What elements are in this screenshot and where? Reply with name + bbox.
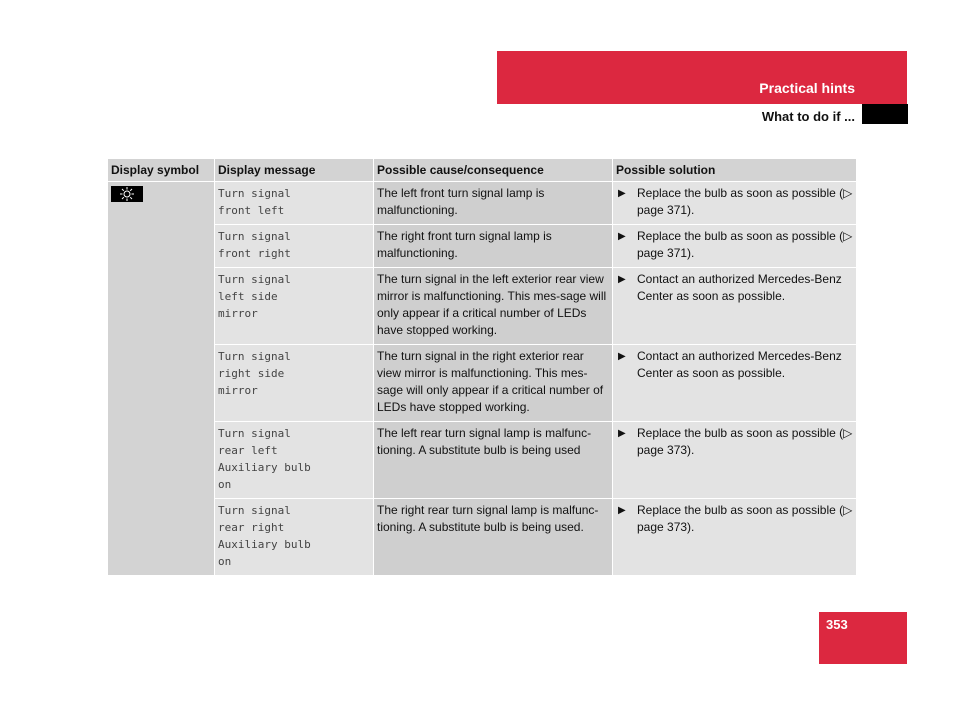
solution-text: Replace the bulb as soon as possible (▷ page 371). xyxy=(637,186,853,217)
possible-solution xyxy=(613,225,857,268)
possible-cause: The left rear turn signal lamp is malfunc-tioning. A substitute bulb is being used xyxy=(374,422,613,499)
thumb-tab xyxy=(862,104,908,124)
bullet-arrow-icon: ▶ xyxy=(618,188,626,199)
bullet-arrow-icon: ▶ xyxy=(618,274,626,285)
display-message: Turn signal front left xyxy=(215,182,374,225)
section-title: Practical hints xyxy=(759,80,855,96)
solution-text: Replace the bulb as soon as possible (▷ page 373). xyxy=(637,503,853,534)
possible-cause: The left front turn signal lamp is malfunctioning. xyxy=(374,182,613,225)
table-row xyxy=(108,268,857,345)
possible-solution xyxy=(613,345,857,422)
possible-cause: The turn signal in the left exterior rear view mirror is malfunctioning. This mes-sage will only appear if a critical number of LEDs have stopped working. xyxy=(374,268,613,345)
display-message: Turn signal left side mirror xyxy=(215,268,374,345)
solution-text: Replace the bulb as soon as possible (▷ page 371). xyxy=(637,229,853,260)
table-row xyxy=(108,182,857,225)
display-message: Turn signal front right xyxy=(215,225,374,268)
page-number: 353 xyxy=(826,617,848,632)
possible-solution xyxy=(613,268,857,345)
column-header: Display message xyxy=(215,159,374,182)
solution-text: Replace the bulb as soon as possible (▷ page 373). xyxy=(637,426,853,457)
display-messages-table xyxy=(107,158,857,576)
column-header: Possible cause/consequence xyxy=(374,159,613,182)
display-message: Turn signal rear left Auxiliary bulb on xyxy=(215,422,374,499)
column-header: Possible solution xyxy=(613,159,857,182)
display-message: Turn signal right side mirror xyxy=(215,345,374,422)
subsection-title: What to do if ... xyxy=(761,109,855,124)
possible-cause: The right rear turn signal lamp is malfunc-tioning. A substitute bulb is being used. xyxy=(374,499,613,576)
table-header-row xyxy=(108,159,857,182)
table-row xyxy=(108,225,857,268)
column-header: Display symbol xyxy=(108,159,215,182)
table-row xyxy=(108,345,857,422)
solution-text: Contact an authorized Mercedes-Benz Center as soon as possible. xyxy=(637,272,842,303)
bullet-arrow-icon: ▶ xyxy=(618,351,626,362)
turn-signal-lamp-icon xyxy=(111,186,143,202)
display-message: Turn signal rear right Auxiliary bulb on xyxy=(215,499,374,576)
possible-solution xyxy=(613,499,857,576)
possible-solution xyxy=(613,182,857,225)
bullet-arrow-icon: ▶ xyxy=(618,505,626,516)
bullet-arrow-icon: ▶ xyxy=(618,231,626,242)
possible-solution xyxy=(613,422,857,499)
bullet-arrow-icon: ▶ xyxy=(618,428,626,439)
table-row xyxy=(108,422,857,499)
table-row xyxy=(108,499,857,576)
display-symbol-cell xyxy=(108,182,215,576)
solution-text: Contact an authorized Mercedes-Benz Center as soon as possible. xyxy=(637,349,842,380)
possible-cause: The turn signal in the right exterior rear view mirror is malfunctioning. This mes-sage will only appear if a critical number of LEDs have stopped working. xyxy=(374,345,613,422)
possible-cause: The right front turn signal lamp is malfunctioning. xyxy=(374,225,613,268)
header-band xyxy=(497,51,907,104)
